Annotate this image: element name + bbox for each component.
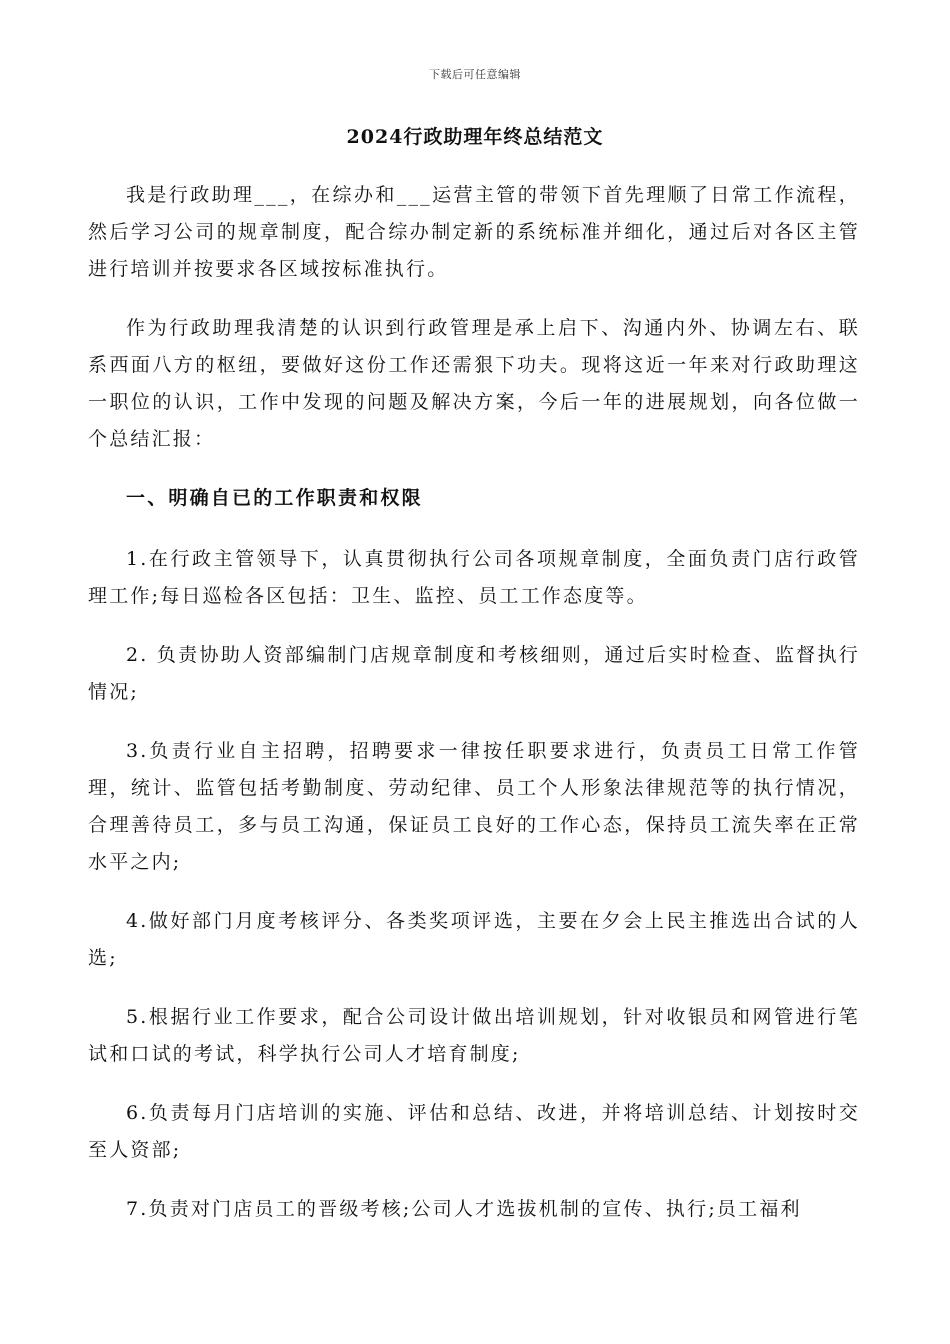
list-item: 5.根据行业工作要求，配合公司设计做出培训规划，针对收银员和网管进行笔试和口试的考试，科学执行公司人才培育制度; [88,1006,860,1065]
list-item: 1.在行政主管领导下，认真贯彻执行公司各项规章制度，全面负责门店行政管理工作;每日巡检各区包括：卫生、监控、员工工作态度等。 [88,548,860,607]
document-title: 2024行政助理年终总结范文 [346,126,604,148]
list-item: 2. 负责协助人资部编制门店规章制度和考核细则，通过后实时检查、监督执行情况; [88,644,860,703]
list-item: 6.负责每月门店培训的实施、评估和总结、改进，并将培训总结、计划按时交至人资部; [88,1102,860,1161]
list-item: 3.负责行业自主招聘，招聘要求一律按任职要求进行，负责员工日常工作管理，统计、监管包括考勤制度、劳动纪律、员工个人形象法律规范等的执行情况，合理善待员工，多与员工沟通，保证员工良好的工作心态，保持员工流失率在正常水平之内; [88,740,860,873]
document-body [88,177,860,1250]
section-heading-1: 一、明确自已的工作职责和权限 [126,487,423,509]
list-item: 7.负责对门店员工的晋级考核;公司人才选拔机制的宣传、执行;员工福利 [126,1198,802,1220]
overview-paragraph: 作为行政助理我清楚的认识到行政管理是承上启下、沟通内外、协调左右、联系西面八方的枢纽，要做好这份工作还需狠下功夫。现将这近一年来对行政助理这一职位的认识，工作中发现的问题及解决方案，今后一年的进展规划，向各位做一个总结汇报： [88,317,860,450]
list-item: 4.做好部门月度考核评分、各类奖项评选，主要在夕会上民主推选出合试的人选; [88,910,860,969]
header-note: 下载后可任意编辑 [429,68,521,81]
intro-paragraph: 我是行政助理___，在综办和___运营主管的带领下首先理顺了日常工作流程，然后学习公司的规章制度，配合综办制定新的系统标准并细化，通过后对各区主管进行培训并按要求各区域按标准执行。 [88,184,860,280]
